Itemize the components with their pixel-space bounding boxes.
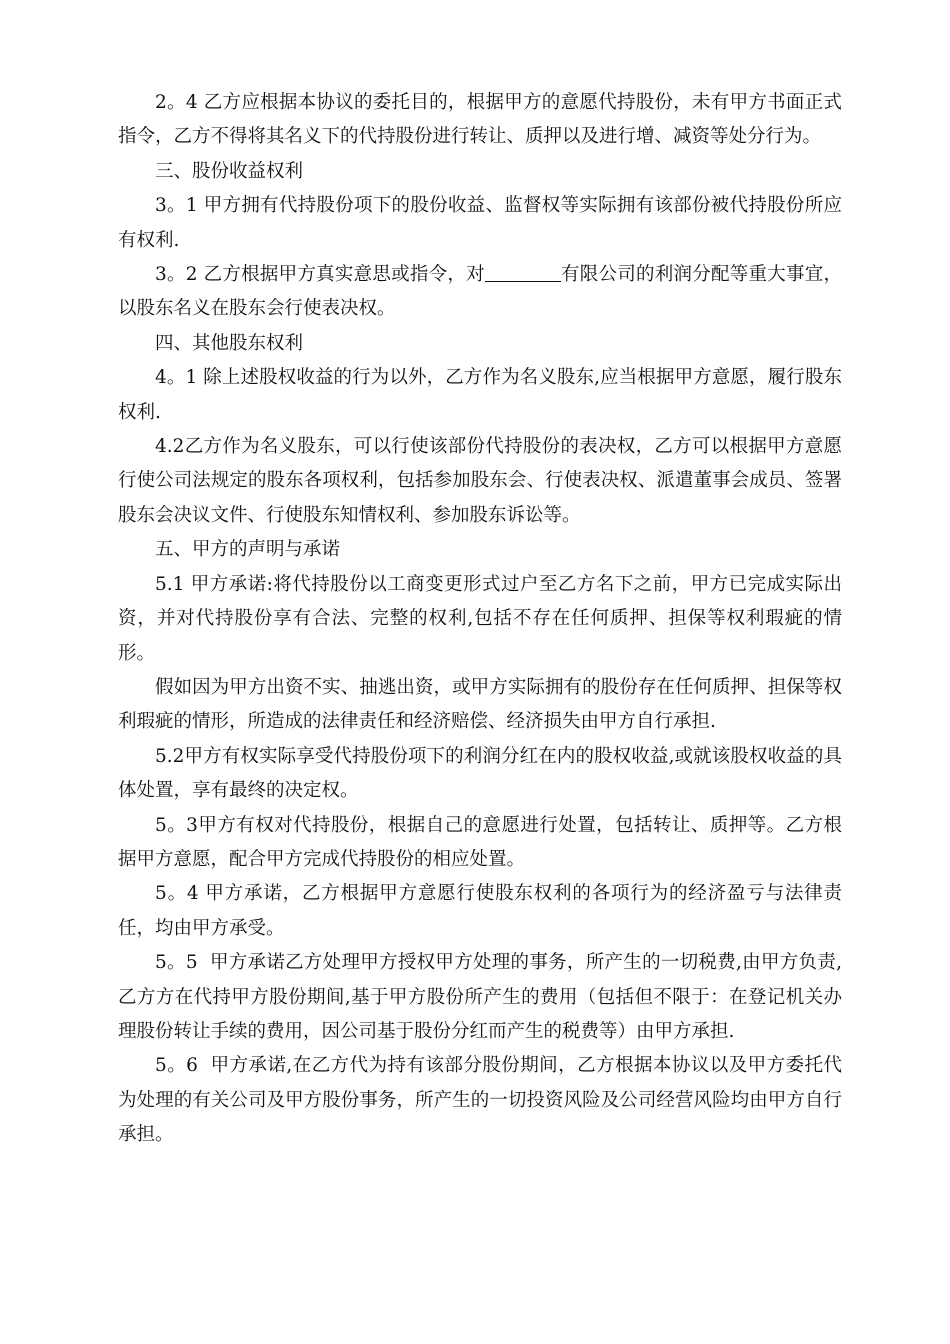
heading-other-shareholder-rights: 四、其他股东权利 [155,332,304,354]
paragraph-3-2 [118,258,842,327]
paragraph-3-2-after: 有限公司的利润分配等重大事宜，以股东名义在股东会行使表决权。 [118,264,842,320]
paragraph-5-2: 5.2甲方有权实际享受代持股份项下的利润分红在内的股权收益,或就该股权收益的具体处置，享有最终的决定权。 [118,745,842,802]
paragraph-5-6: 5。6 甲方承诺,在乙方代为持有该部分股份期间，乙方根据本协议以及甲方委托代为处理的有关公司及甲方股份事务，所产生的一切投资风险及公司经营风险均由甲方自行承担。 [118,1055,842,1146]
paragraph-5-1-supplement: 假如因为甲方出资不实、抽逃出资，或甲方实际拥有的股份存在任何质押、担保等权利瑕疵的情形，所造成的法律责任和经济赔偿、经济损失由甲方自行承担. [118,676,842,733]
paragraph-4-1: 4。1 除上述股权收益的行为以外，乙方作为名义股东,应当根据甲方意愿，履行股东权利. [118,367,842,423]
company-name-blank [485,259,561,282]
paragraph-5-1: 5.1 甲方承诺:将代持股份以工商变更形式过户至乙方名下之前，甲方已完成实际出资，并对代持股份享有合法、完整的权利,包括不存在任何质押、担保等权利瑕疵的情形。 [118,573,842,664]
paragraph-3-1: 3。1 甲方拥有代持股份项下的股份收益、监督权等实际拥有该部份被代持股份所应有权利. [118,195,842,251]
paragraph-4-2: 4.2乙方作为名义股东，可以行使该部份代持股份的表决权，乙方可以根据甲方意愿行使公司法规定的股东各项权利，包括参加股东会、行使表决权、派遣董事会成员、签署股东会决议文件、行使股东知情权利、参加股东诉讼等。 [118,436,842,526]
paragraph-3-2-before: 3。2 乙方根据甲方真实意思或指令，对 [155,264,485,286]
paragraph-5-4: 5。4 甲方承诺，乙方根据甲方意愿行使股东权利的各项行为的经济盈亏与法律责任，均由甲方承受。 [118,883,842,939]
heading-party-a-declarations: 五、甲方的声明与承诺 [155,539,341,561]
heading-share-income-rights: 三、股份收益权利 [155,160,304,182]
paragraph-2-4: 2。4 乙方应根据本协议的委托目的，根据甲方的意愿代持股份，未有甲方书面正式指令，乙方不得将其名义下的代持股份进行转让、质押以及进行增、减资等处分行为。 [118,92,842,148]
paragraph-5-5: 5。5 甲方承诺乙方处理甲方授权甲方处理的事务，所产生的一切税费,由甲方负责,乙方方在代持甲方股份期间,基于甲方股份所产生的费用（包括但不限于：在登记机关办理股份转让手续的费用，因公司基于股份分红而产生的税费等）由甲方承担. [118,952,842,1042]
paragraph-5-3: 5。3甲方有权对代持股份，根据自己的意愿进行处置，包括转让、质押等。乙方根据甲方意愿，配合甲方完成代持股份的相应处置。 [118,814,842,870]
